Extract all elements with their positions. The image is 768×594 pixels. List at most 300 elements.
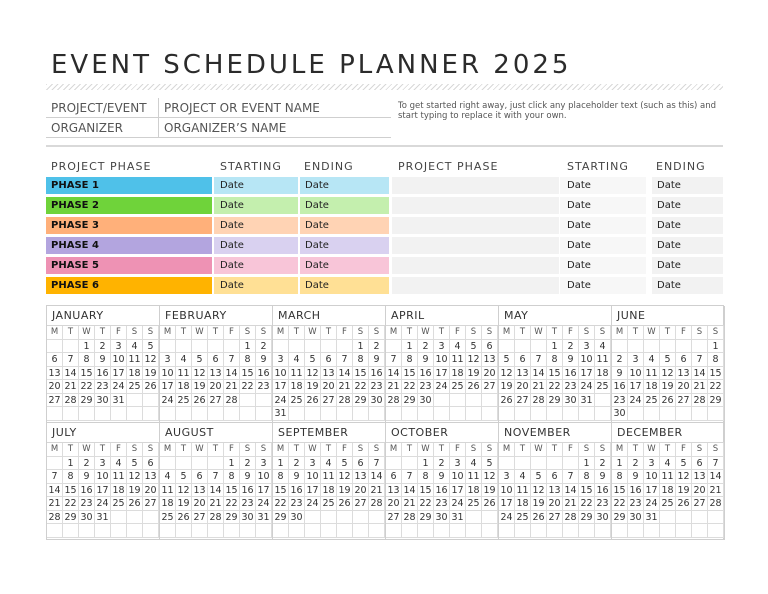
month-february [160,306,273,423]
day-cell: 18 [289,380,305,394]
day-cell: 19 [466,367,482,381]
empty-day-cell [256,394,272,408]
phase-start-date[interactable]: Date [214,217,298,234]
empty-day-cell [547,524,563,538]
weekday-label: T [402,443,418,457]
extra-phase-name[interactable] [392,277,559,294]
empty-day-cell [499,340,515,354]
day-cell: 13 [692,470,708,484]
empty-day-cell [531,524,547,538]
day-cell: 5 [499,353,515,367]
day-cell: 24 [450,497,466,511]
extra-phase-start-date[interactable]: Date [560,177,646,194]
day-cell: 21 [692,380,708,394]
phase-start-date[interactable]: Date [214,197,298,214]
weekday-label: M [386,326,402,340]
day-cell: 6 [515,353,531,367]
day-cell: 4 [160,470,176,484]
day-cell: 1 [708,340,724,354]
day-cell: 28 [224,394,240,408]
day-cell: 5 [192,353,208,367]
empty-day-cell [660,524,676,538]
empty-day-cell [515,340,531,354]
weekday-label: S [143,326,159,340]
day-cell: 11 [160,484,176,498]
phase-name[interactable]: PHASE 4 [46,237,212,254]
day-cell: 20 [386,497,402,511]
day-cell: 17 [579,367,595,381]
day-cell: 4 [595,340,611,354]
day-cell: 1 [612,457,628,471]
weekday-label: T [95,443,111,457]
empty-day-cell [402,524,418,538]
empty-day-cell [160,524,176,538]
weekday-label: T [321,443,337,457]
weekday-label: W [79,326,95,340]
day-cell: 30 [369,394,385,408]
day-cell: 15 [63,484,79,498]
ending-header-right: ENDING [656,160,706,173]
month-july [47,423,160,540]
empty-day-cell [95,524,111,538]
day-cell: 30 [612,407,628,421]
weekday-label: M [612,443,628,457]
empty-day-cell [595,407,611,421]
day-cell: 5 [482,457,498,471]
weekday-label: M [47,326,63,340]
phase-end-date[interactable]: Date [300,237,389,254]
day-cell: 29 [79,394,95,408]
day-cell: 27 [321,394,337,408]
day-cell: 8 [708,353,724,367]
empty-day-cell [47,524,63,538]
day-cell: 23 [95,380,111,394]
day-cell: 7 [386,353,402,367]
phase-end-date[interactable]: Date [300,177,389,194]
phase-name[interactable]: PHASE 1 [46,177,212,194]
day-cell: 2 [289,457,305,471]
day-cell: 7 [337,353,353,367]
day-cell: 9 [563,353,579,367]
day-cell: 25 [660,497,676,511]
day-cell: 21 [369,484,385,498]
day-cell: 12 [499,367,515,381]
day-cell: 24 [434,380,450,394]
empty-day-cell [289,407,305,421]
phase-name[interactable]: PHASE 2 [46,197,212,214]
day-cell: 1 [240,340,256,354]
day-cell: 8 [353,353,369,367]
day-cell: 11 [515,484,531,498]
weekday-label: S [579,443,595,457]
day-cell: 28 [47,511,63,525]
phase-name[interactable]: PHASE 5 [46,257,212,274]
day-cell: 8 [547,353,563,367]
day-cell: 26 [482,497,498,511]
starting-header-right: STARTING [567,160,629,173]
day-cell: 16 [79,484,95,498]
empty-day-cell [321,407,337,421]
day-cell: 15 [353,367,369,381]
empty-day-cell [79,407,95,421]
empty-day-cell [563,524,579,538]
weekday-label: F [676,326,692,340]
day-cell: 10 [273,367,289,381]
weekday-label: S [595,443,611,457]
day-cell: 10 [579,353,595,367]
phase-name[interactable]: PHASE 6 [46,277,212,294]
day-cell: 1 [63,457,79,471]
day-cell: 23 [628,497,644,511]
weekday-label: T [515,443,531,457]
empty-day-cell [579,407,595,421]
empty-day-cell [676,340,692,354]
day-cell: 31 [644,511,660,525]
day-cell: 13 [321,367,337,381]
day-cell: 26 [466,380,482,394]
day-cell: 15 [579,484,595,498]
empty-day-cell [321,511,337,525]
day-cell: 18 [515,497,531,511]
day-cell: 26 [176,511,192,525]
empty-day-cell [337,407,353,421]
day-cell: 17 [111,367,127,381]
day-cell: 14 [531,367,547,381]
day-cell: 22 [240,380,256,394]
empty-day-cell [240,394,256,408]
empty-day-cell [143,407,159,421]
weekday-label: S [466,326,482,340]
phase-end-date[interactable]: Date [300,257,389,274]
day-cell: 13 [676,367,692,381]
day-cell: 25 [515,511,531,525]
day-cell: 14 [563,484,579,498]
day-cell: 22 [224,497,240,511]
phase-start-date[interactable]: Date [214,237,298,254]
extra-phase-end-date[interactable]: Date [652,217,723,234]
day-cell: 2 [369,340,385,354]
day-cell: 20 [515,380,531,394]
day-cell: 10 [644,470,660,484]
day-cell: 3 [499,470,515,484]
extra-phase-end-date[interactable]: Date [652,177,723,194]
weekday-label: S [353,326,369,340]
phase-end-date[interactable]: Date [300,277,389,294]
day-cell: 16 [369,367,385,381]
day-cell: 22 [418,497,434,511]
day-cell: 1 [353,340,369,354]
month-grid [273,326,385,421]
day-cell: 23 [256,380,272,394]
day-cell: 1 [79,340,95,354]
day-cell: 14 [369,470,385,484]
day-cell: 6 [353,457,369,471]
day-cell: 25 [466,497,482,511]
weekday-label: S [466,443,482,457]
day-cell: 6 [692,457,708,471]
extra-phase-start-date[interactable]: Date [560,257,646,274]
weekday-label: T [289,326,305,340]
day-cell: 27 [547,511,563,525]
day-cell: 28 [692,394,708,408]
month-name: DECEMBER [612,423,724,443]
day-cell: 12 [660,367,676,381]
weekday-label: T [660,326,676,340]
month-grid [499,326,611,421]
empty-day-cell [466,511,482,525]
day-cell: 2 [595,457,611,471]
day-cell: 29 [402,394,418,408]
day-cell: 29 [353,394,369,408]
day-cell: 5 [660,353,676,367]
day-cell: 30 [434,511,450,525]
day-cell: 30 [595,511,611,525]
empty-day-cell [160,407,176,421]
day-cell: 10 [450,470,466,484]
day-cell: 20 [192,497,208,511]
day-cell: 3 [434,340,450,354]
empty-day-cell [692,407,708,421]
day-cell: 11 [289,367,305,381]
empty-day-cell [224,407,240,421]
empty-day-cell [240,407,256,421]
weekday-label: F [563,443,579,457]
phase-end-date[interactable]: Date [300,197,389,214]
day-cell: 13 [515,367,531,381]
day-cell: 25 [127,380,143,394]
weekday-label: S [708,326,724,340]
empty-day-cell [612,340,628,354]
day-cell: 7 [63,353,79,367]
day-cell: 6 [321,353,337,367]
day-cell: 1 [224,457,240,471]
empty-day-cell [63,340,79,354]
phase-start-date[interactable]: Date [214,277,298,294]
day-cell: 10 [111,353,127,367]
day-cell: 9 [256,353,272,367]
day-cell: 30 [79,511,95,525]
day-cell: 24 [256,497,272,511]
day-cell: 3 [273,353,289,367]
day-cell: 19 [531,497,547,511]
extra-phase-end-date[interactable]: Date [652,257,723,274]
day-cell: 8 [273,470,289,484]
month-name: JULY [47,423,159,443]
month-grid [612,443,724,538]
month-grid [47,326,159,421]
day-cell: 15 [224,484,240,498]
day-cell: 22 [79,380,95,394]
phase-start-date[interactable]: Date [214,257,298,274]
day-cell: 5 [143,340,159,354]
weekday-label: T [402,326,418,340]
empty-day-cell [531,407,547,421]
extra-phase-start-date[interactable]: Date [560,237,646,254]
empty-day-cell [111,524,127,538]
day-cell: 30 [418,394,434,408]
day-cell: 26 [192,394,208,408]
empty-day-cell [176,340,192,354]
empty-day-cell [386,340,402,354]
day-cell: 7 [708,457,724,471]
day-cell: 11 [127,353,143,367]
empty-day-cell [127,407,143,421]
month-name: FEBRUARY [160,306,272,326]
day-cell: 3 [256,457,272,471]
extra-phase-end-date[interactable]: Date [652,277,723,294]
day-cell: 1 [579,457,595,471]
day-cell: 3 [579,340,595,354]
day-cell: 12 [305,367,321,381]
day-cell: 19 [337,484,353,498]
extra-phase-name[interactable] [392,237,559,254]
day-cell: 18 [660,484,676,498]
empty-day-cell [176,457,192,471]
empty-day-cell [660,340,676,354]
day-cell: 9 [418,353,434,367]
organizer-field[interactable]: ORGANIZER’S NAME [164,121,287,135]
empty-day-cell [386,457,402,471]
extra-phase-start-date[interactable]: Date [560,197,646,214]
month-december [612,423,725,540]
empty-day-cell [273,340,289,354]
day-cell: 27 [192,511,208,525]
weekday-label: F [337,443,353,457]
extra-phase-name[interactable] [392,177,559,194]
extra-phase-name[interactable] [392,257,559,274]
day-cell: 18 [127,367,143,381]
day-cell: 14 [47,484,63,498]
month-name: SEPTEMBER [273,423,385,443]
day-cell: 18 [644,380,660,394]
day-cell: 5 [305,353,321,367]
day-cell: 11 [111,470,127,484]
weekday-label: T [547,326,563,340]
extra-phase-name[interactable] [392,197,559,214]
day-cell: 5 [127,457,143,471]
month-name: APRIL [386,306,498,326]
empty-day-cell [466,524,482,538]
empty-day-cell [208,457,224,471]
day-cell: 28 [708,497,724,511]
day-cell: 3 [95,457,111,471]
empty-day-cell [224,340,240,354]
day-cell: 5 [466,340,482,354]
day-cell: 5 [676,457,692,471]
day-cell: 24 [95,497,111,511]
day-cell: 30 [628,511,644,525]
empty-day-cell [353,407,369,421]
day-cell: 28 [531,394,547,408]
month-august [160,423,273,540]
project-event-field[interactable]: PROJECT OR EVENT NAME [164,101,320,115]
empty-day-cell [289,524,305,538]
day-cell: 9 [240,470,256,484]
day-cell: 13 [353,470,369,484]
day-cell: 20 [676,380,692,394]
day-cell: 1 [402,340,418,354]
phase-end-date[interactable]: Date [300,217,389,234]
day-cell: 8 [240,353,256,367]
extra-phase-start-date[interactable]: Date [560,277,646,294]
extra-phase-end-date[interactable]: Date [652,237,723,254]
empty-day-cell [628,524,644,538]
day-cell: 23 [240,497,256,511]
month-march [273,306,386,423]
day-cell: 21 [563,497,579,511]
month-may [499,306,612,423]
weekday-label: F [111,443,127,457]
day-cell: 3 [644,457,660,471]
day-cell: 11 [644,367,660,381]
weekday-label: T [63,326,79,340]
day-cell: 17 [95,484,111,498]
day-cell: 22 [63,497,79,511]
empty-day-cell [499,407,515,421]
day-cell: 30 [95,394,111,408]
empty-day-cell [482,511,498,525]
empty-day-cell [305,524,321,538]
day-cell: 21 [402,497,418,511]
day-cell: 22 [273,497,289,511]
empty-day-cell [160,340,176,354]
day-cell: 25 [111,497,127,511]
empty-day-cell [466,407,482,421]
weekday-label: M [273,443,289,457]
day-cell: 29 [418,511,434,525]
day-cell: 26 [660,394,676,408]
day-cell: 23 [563,380,579,394]
extra-phase-end-date[interactable]: Date [652,197,723,214]
day-cell: 27 [386,511,402,525]
day-cell: 15 [402,367,418,381]
day-cell: 10 [434,353,450,367]
day-cell: 31 [450,511,466,525]
day-cell: 30 [240,511,256,525]
day-cell: 15 [273,484,289,498]
month-name: JUNE [612,306,724,326]
day-cell: 21 [386,380,402,394]
weekday-label: W [644,326,660,340]
extra-phase-start-date[interactable]: Date [560,217,646,234]
day-cell: 26 [337,497,353,511]
day-cell: 13 [47,367,63,381]
extra-phase-name[interactable] [392,217,559,234]
day-cell: 8 [224,470,240,484]
empty-day-cell [176,407,192,421]
day-cell: 14 [692,367,708,381]
day-cell: 4 [176,353,192,367]
empty-day-cell [224,524,240,538]
empty-day-cell [305,407,321,421]
phase-start-date[interactable]: Date [214,177,298,194]
day-cell: 23 [289,497,305,511]
day-cell: 17 [450,484,466,498]
day-cell: 28 [563,511,579,525]
phase-name[interactable]: PHASE 3 [46,217,212,234]
day-cell: 4 [466,457,482,471]
empty-day-cell [692,511,708,525]
help-text[interactable]: To get started right away, just click any placeholder text (such as this) and start typing to replace it with your own. [398,101,717,121]
empty-day-cell [353,524,369,538]
day-cell: 4 [111,457,127,471]
empty-day-cell [143,511,159,525]
empty-day-cell [386,524,402,538]
day-cell: 9 [289,470,305,484]
day-cell: 9 [434,470,450,484]
empty-day-cell [192,407,208,421]
weekday-label: M [499,326,515,340]
